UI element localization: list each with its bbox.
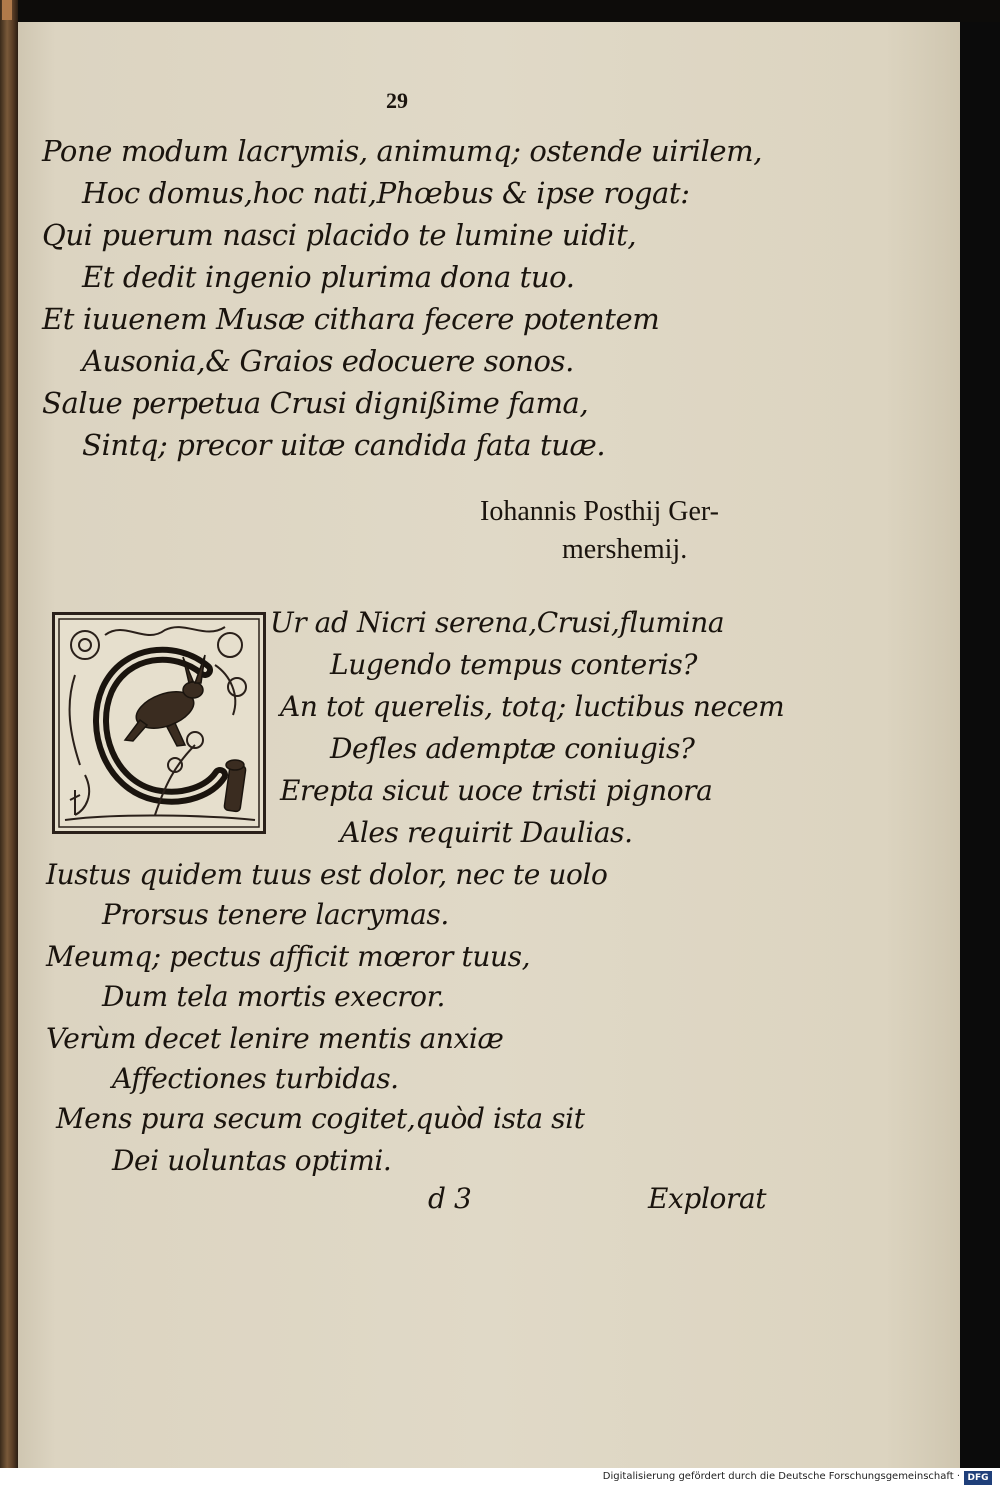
page-number: 29 [386,88,408,113]
poem2-line-9: Meumq; pectus afficit mœror tuus, [46,940,531,973]
book-page [18,22,960,1468]
poem2-line-12: Affectiones turbidas. [112,1062,399,1095]
woodcut-hare-initial-icon [55,615,263,831]
poem2-line-5: Erepta sicut uoce tristi pignora [280,774,713,807]
poem2-line-10: Dum tela mortis execror. [102,980,446,1013]
poem1-line-8: Sintq; precor uitæ candida fata tuæ. [82,428,606,462]
binding-corner [2,0,12,20]
scan-frame-top [0,0,1000,22]
footer-bar [0,1468,1000,1489]
poem1-line-3: Qui puerum nasci placido te lumine uidit, [42,218,637,252]
poem2-line-14: Dei uoluntas optimi. [112,1144,392,1177]
poem2-line-8: Prorsus tenere lacrymas. [102,898,449,931]
poem2-line-3: An tot querelis, totq; luctibus necem [280,690,785,723]
poem1-line-1: Pone modum lacrymis, animumq; ostende uirilem, [42,134,763,168]
poem1-line-2: Hoc domus,hoc nati,Phœbus & ipse rogat: [82,176,690,210]
author-line-1: Iohannis Posthij Ger- [480,496,719,527]
poem2-line-11: Verùm decet lenire mentis anxiæ [46,1022,504,1055]
poem2-line-4: Defles ademptæ coniugis? [330,732,695,765]
poem1-line-6: Ausonia,& Graios edocuere sonos. [82,344,574,378]
poem1-line-7: Salue perpetua Crusi dignißime fama, [42,386,589,420]
book-binding-edge [0,0,18,1468]
poem1-line-5: Et iuuenem Musæ cithara fecere potentem [42,302,660,336]
author-line-2: mershemij. [562,534,688,565]
decorated-initial-c [52,612,266,834]
scan-frame-right [960,22,1000,1468]
poem2-line-6: Ales requirit Daulias. [340,816,633,849]
footer-credit: Digitalisierung gefördert durch die Deutsche Forschungsgemeinschaft · [602,1471,960,1482]
dfg-logo-icon: DFG [964,1471,992,1485]
poem2-line-7: Iustus quidem tuus est dolor, nec te uolo [46,858,608,891]
poem1-line-4: Et dedit ingenio plurima dona tuo. [82,260,575,294]
poem2-line-2: Lugendo tempus conteris? [330,648,697,681]
signature-mark: d 3 [428,1182,472,1215]
poem2-line-1: Ur ad Nicri serena,Crusi,flumina [270,606,725,639]
catchword: Explorat [648,1182,767,1215]
poem2-line-13: Mens pura secum cogitet,quòd ista sit [56,1102,585,1135]
